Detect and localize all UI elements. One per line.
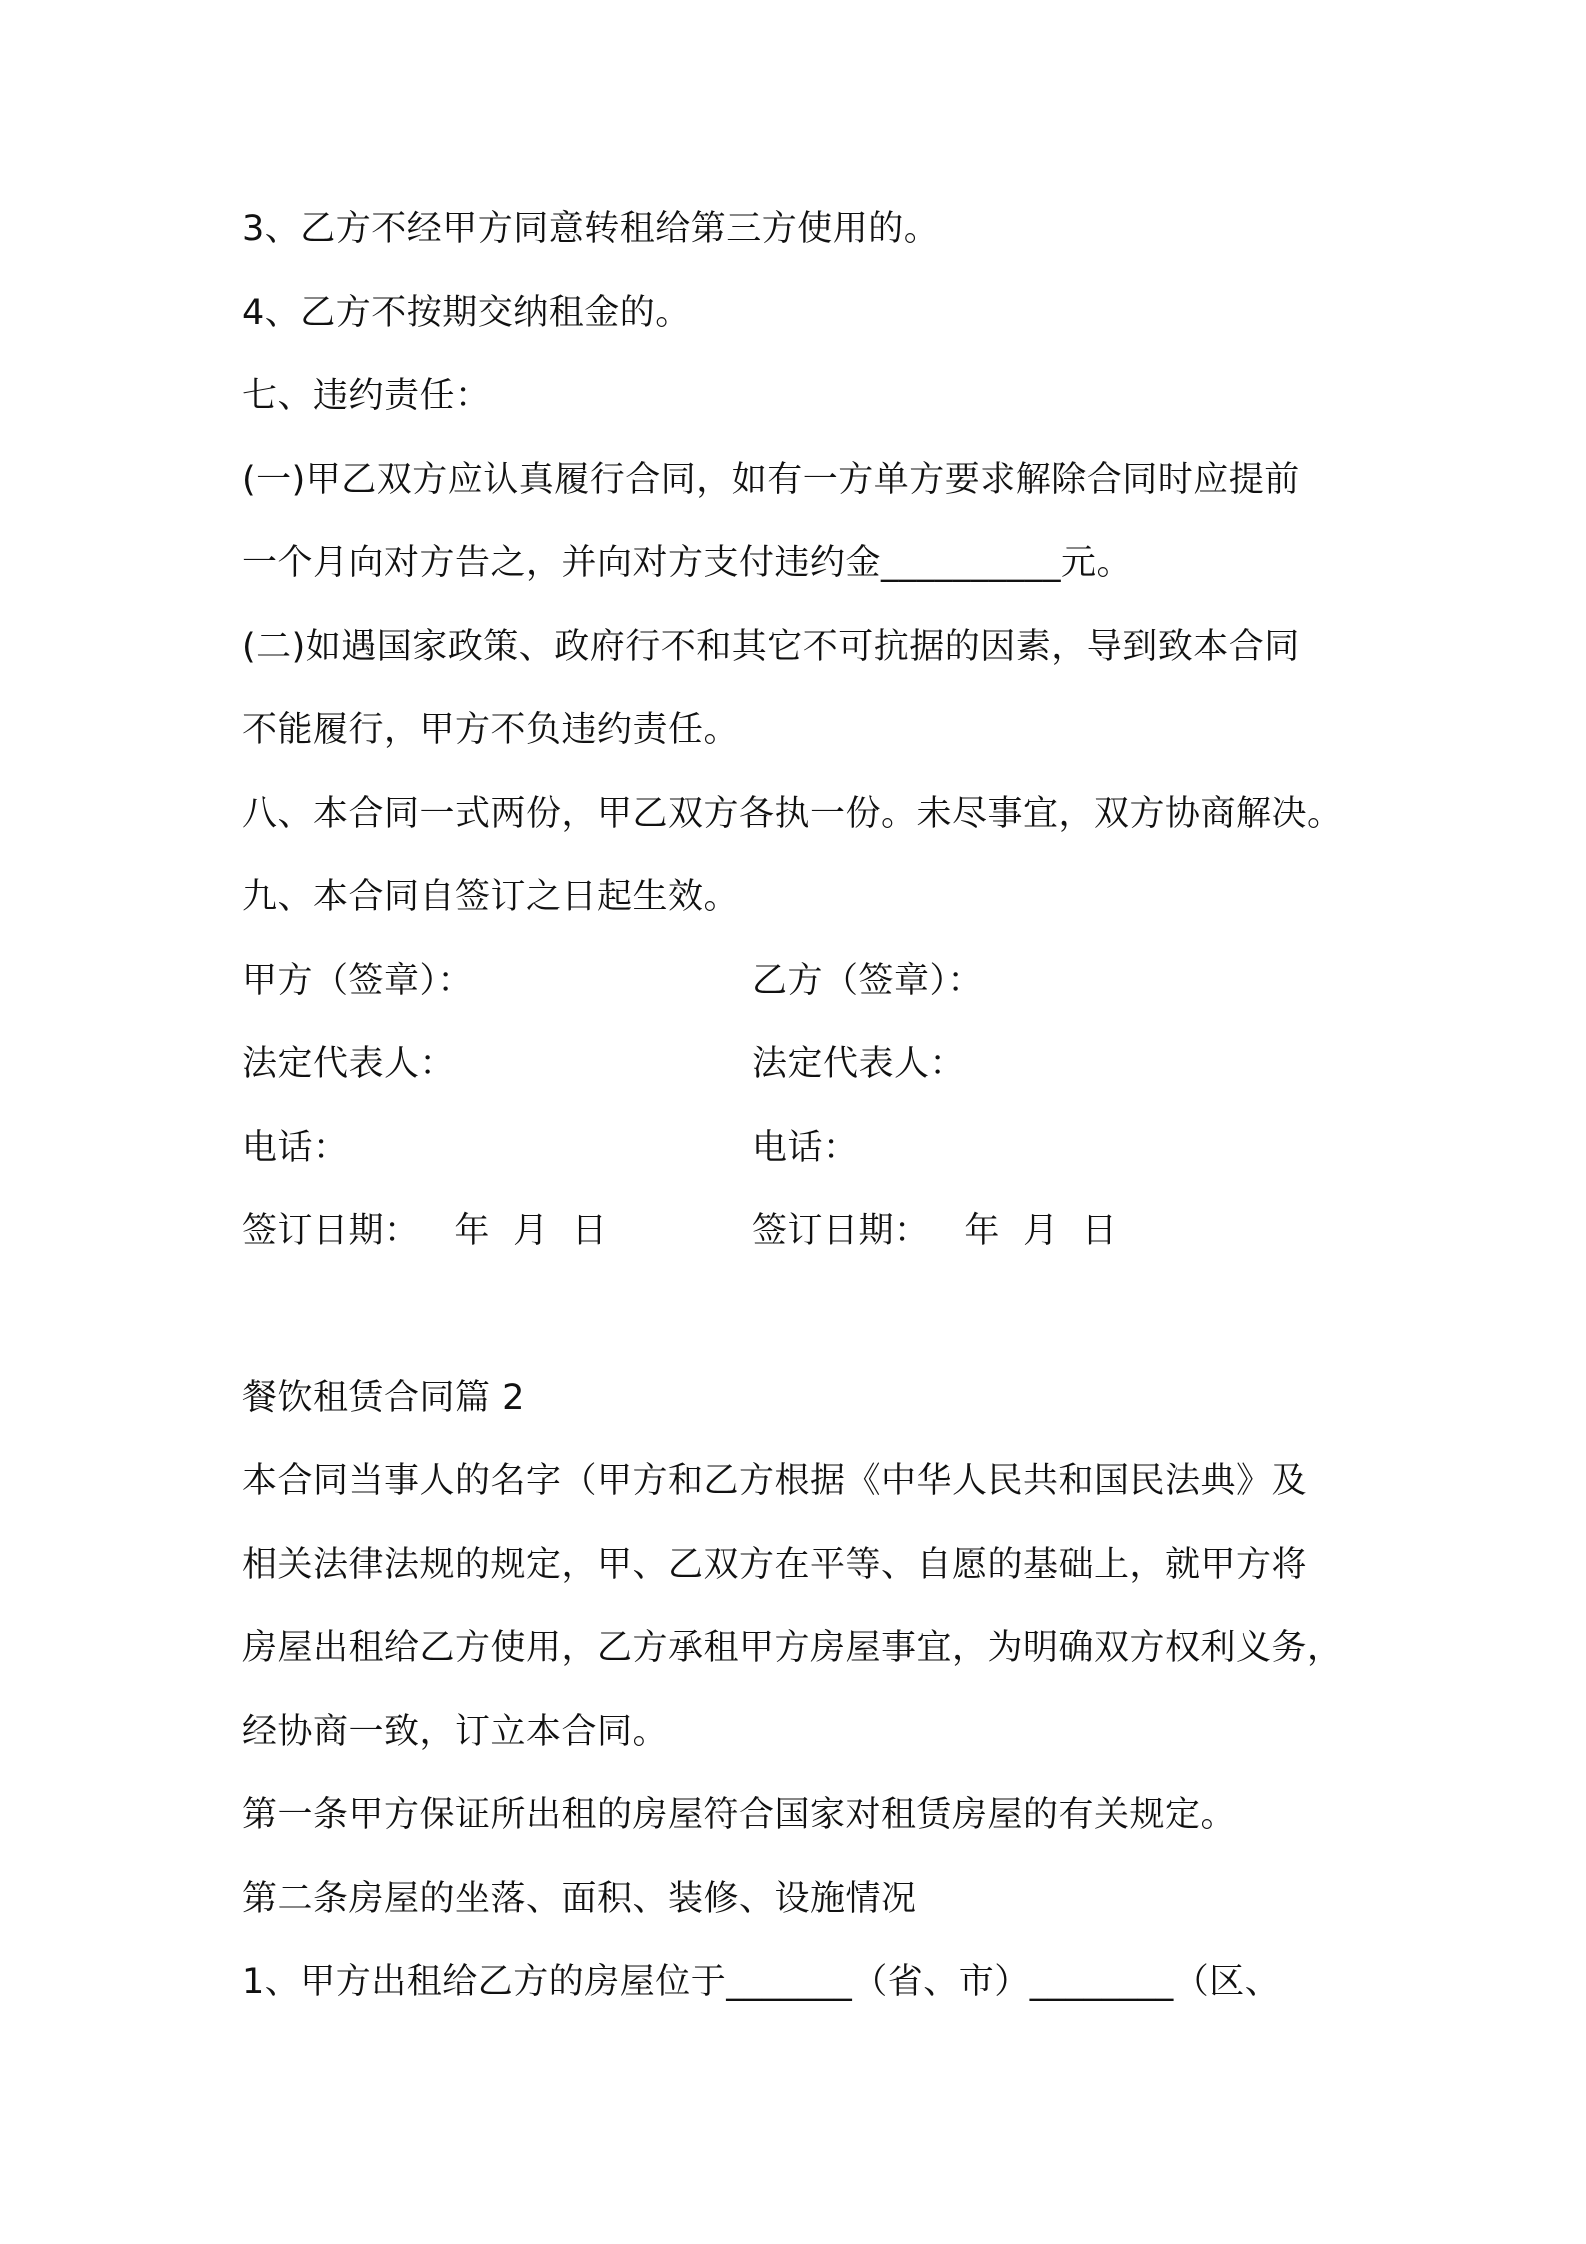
preamble-line-1: 本合同当事人的名字（甲方和乙方根据《中华人民共和国民法典》及: [242, 1461, 1308, 1501]
preamble-line-4: 经协商一致，订立本合同。: [242, 1712, 669, 1752]
breach-clause-1-line-1: (一)甲乙双方应认真履行合同，如有一方单方要求解除合同时应提前: [242, 460, 1300, 500]
party-a-phone: 电话：: [242, 1128, 349, 1168]
party-b-representative: 法定代表人：: [752, 1044, 966, 1084]
article-2-item-1: 1、甲方出租给乙方的房屋位于_______（省、市）________（区、: [242, 1962, 1281, 2002]
party-a-seal: 甲方（签章）：: [242, 961, 474, 1001]
article-2-heading: 第二条房屋的坐落、面积、装修、设施情况: [242, 1879, 917, 1919]
breach-clause-2-line-1: (二)如遇国家政策、政府行不和其它不可抗据的因素，导到致本合同: [242, 627, 1300, 667]
clause-effective: 九、本合同自签订之日起生效。: [242, 877, 740, 917]
party-b-sign-date: 签订日期： 年 月 日: [752, 1211, 1118, 1251]
party-a-representative: 法定代表人：: [242, 1044, 456, 1084]
party-b-phone: 电话：: [752, 1128, 859, 1168]
breach-clause-1-line-2: 一个月向对方告之，并向对方支付违约金__________元。: [242, 543, 1133, 583]
party-b-seal: 乙方（签章）：: [752, 961, 984, 1001]
clause-copies: 八、本合同一式两份，甲乙双方各执一份。未尽事宜，双方协商解决。: [242, 794, 1343, 834]
heading-breach-liability: 七、违约责任：: [242, 376, 491, 416]
party-a-sign-date: 签订日期： 年 月 日: [242, 1211, 608, 1251]
preamble-line-2: 相关法律法规的规定，甲、乙双方在平等、自愿的基础上，就甲方将: [242, 1545, 1308, 1585]
article-1: 第一条甲方保证所出租的房屋符合国家对租赁房屋的有关规定。: [242, 1795, 1237, 1835]
breach-clause-2-line-2: 不能履行，甲方不负违约责任。: [242, 710, 740, 750]
section-title: 餐饮租赁合同篇 2: [242, 1378, 525, 1418]
clause-rent-payment: 4、乙方不按期交纳租金的。: [242, 293, 691, 333]
clause-sublet: 3、乙方不经甲方同意转租给第三方使用的。: [242, 209, 940, 249]
preamble-line-3: 房屋出租给乙方使用，乙方承租甲方房屋事宜，为明确双方权利义务，: [242, 1628, 1343, 1668]
